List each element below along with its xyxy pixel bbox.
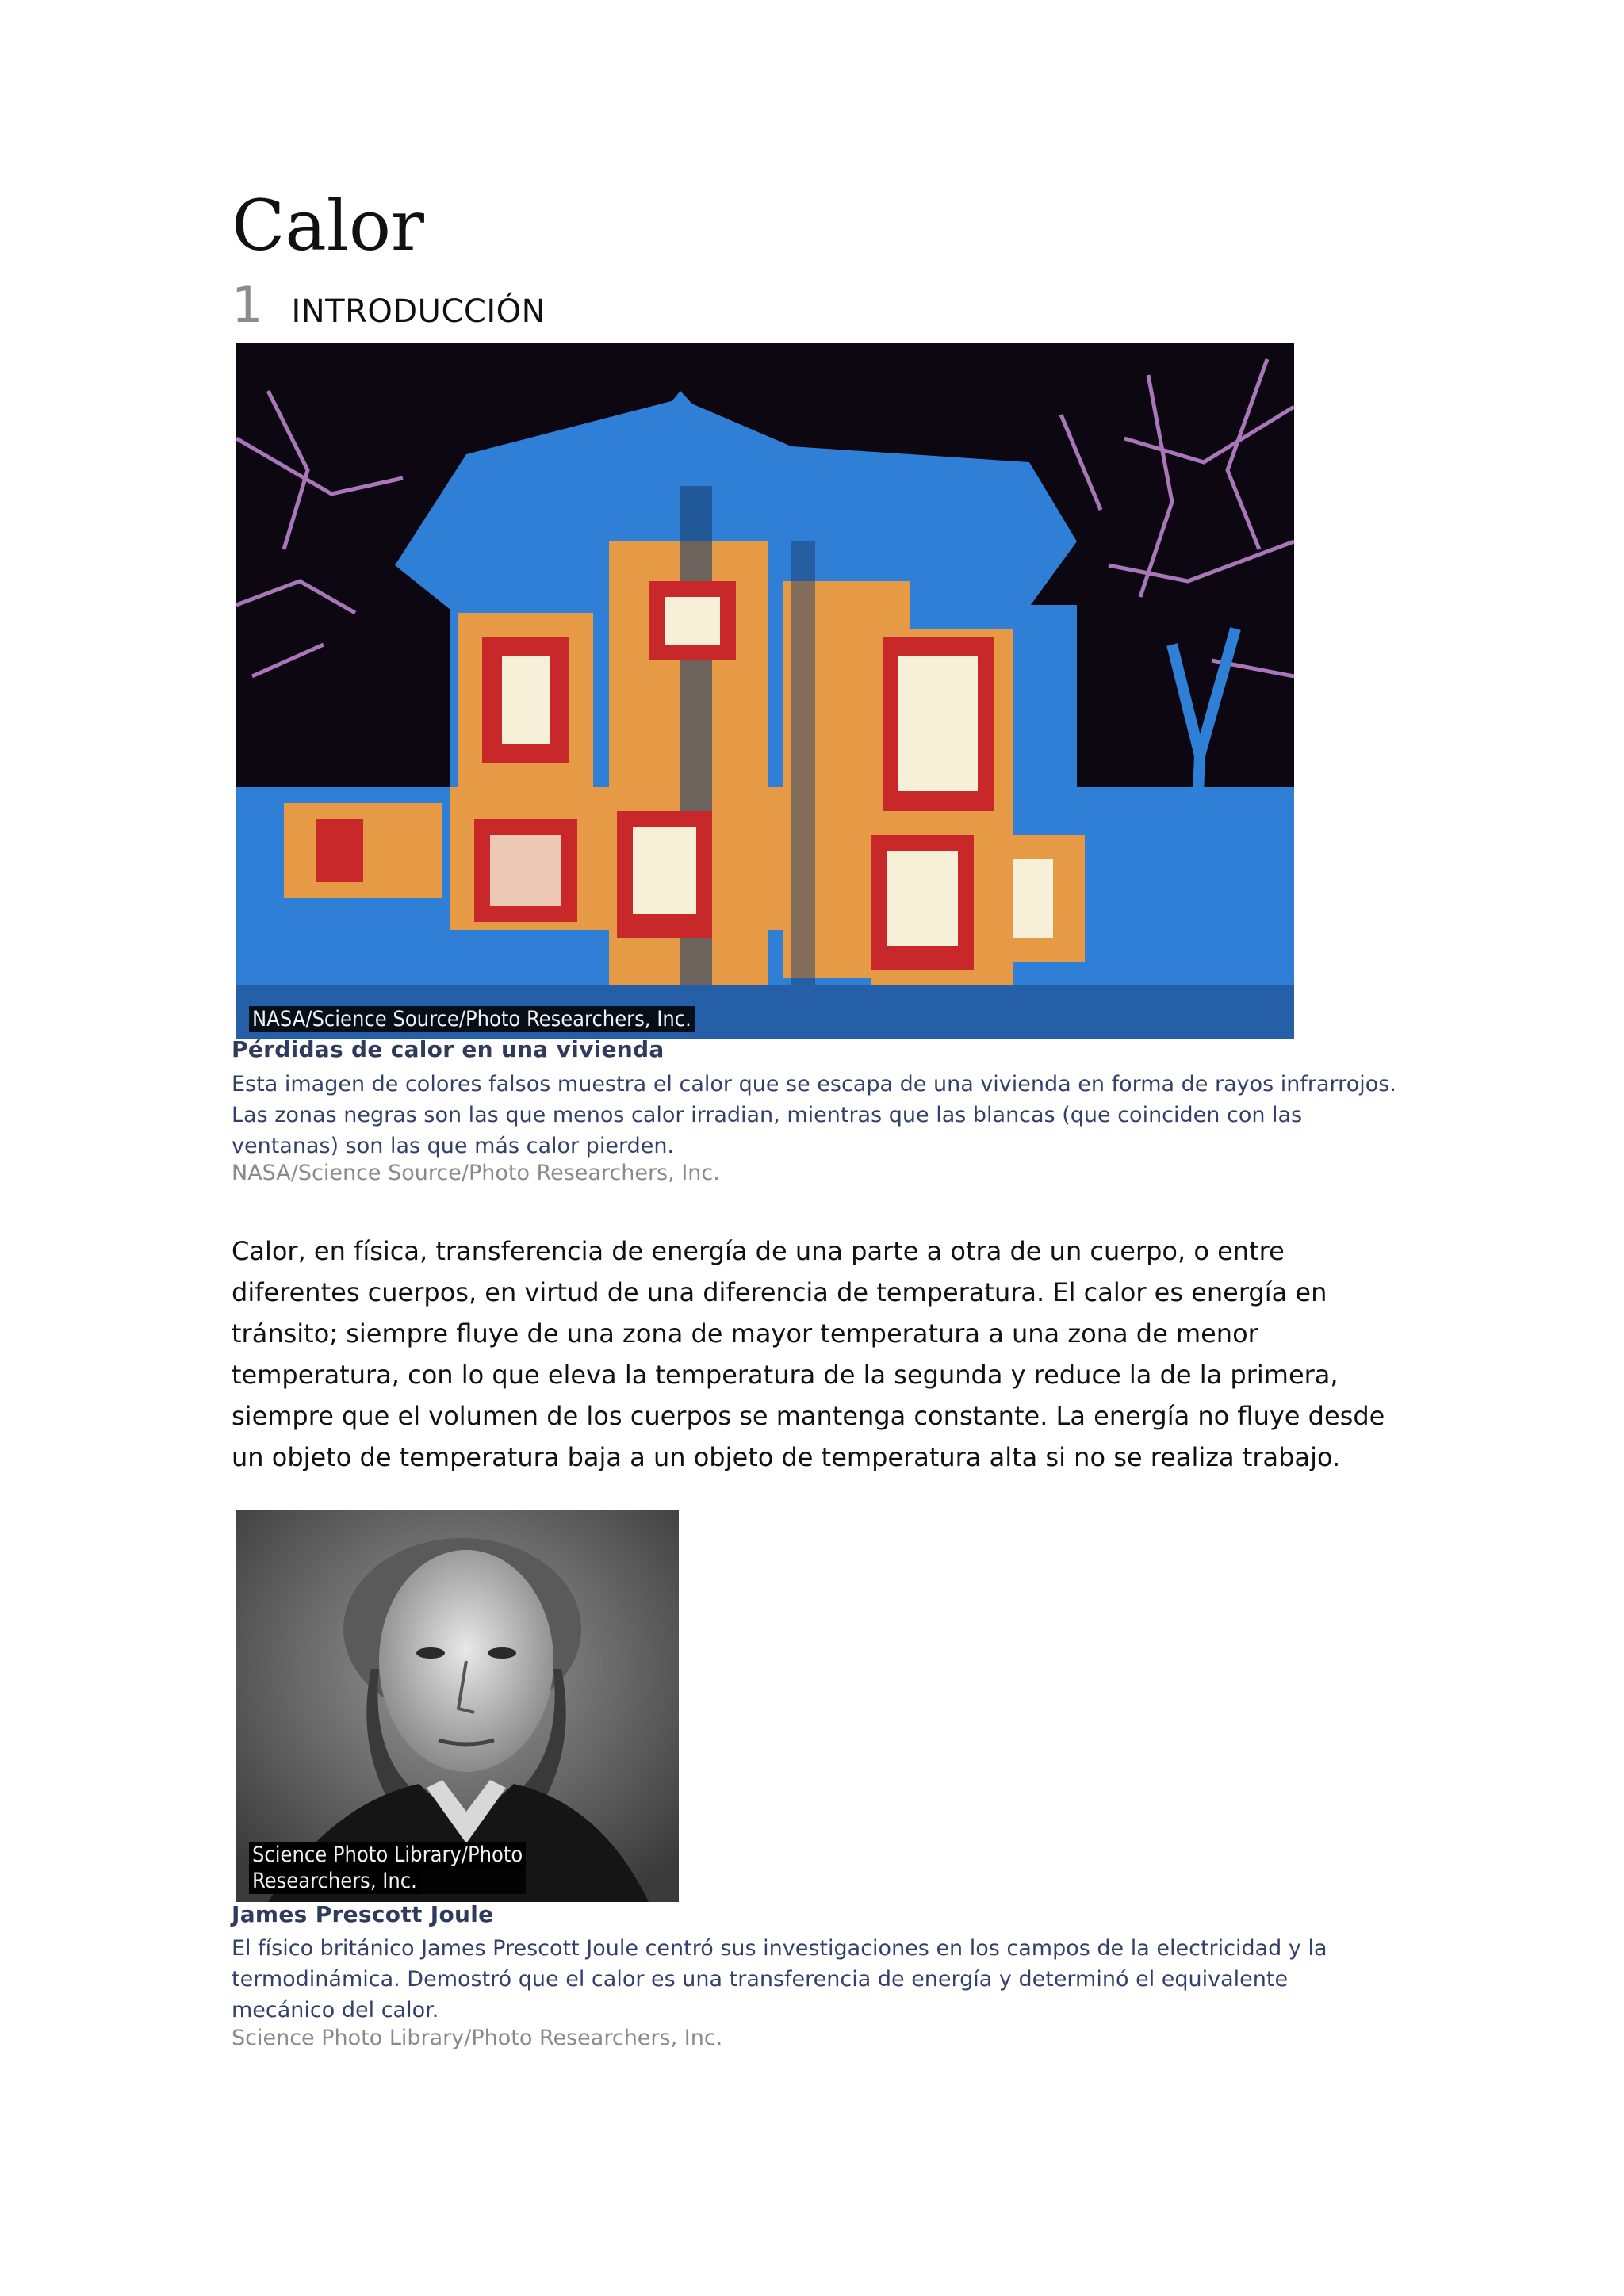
section-title: INTRODUCCIÓN bbox=[291, 293, 546, 330]
portrait-credit-overlay bbox=[249, 1842, 526, 1894]
figure2-caption-text: El físico británico James Prescott Joule centró sus investigaciones en los campos de la electricidad y la termodinámica. Demostró que el calor es una transferencia de energía y determinó el equivalente mecánico del calor. bbox=[232, 1936, 1327, 2022]
portrait-credit-line2: Researchers, Inc. bbox=[249, 1868, 420, 1894]
image-credit-overlay: NASA/Science Source/Photo Researchers, Inc. bbox=[249, 1006, 695, 1032]
section-number: 1 bbox=[232, 276, 263, 334]
thermal-house-image bbox=[236, 343, 1294, 1039]
figure1-caption-title: Pérdidas de calor en una vivienda bbox=[232, 1036, 665, 1062]
section-heading bbox=[232, 277, 546, 333]
intro-paragraph: Calor, en física, transferencia de energía de una parte a otra de un cuerpo, o entre diferentes cuerpos, en virtud de una diferencia de temperatura. El calor es energía en tránsito; siempre fluye de una zona de mayor temperatura a una zona de menor temperatura, con lo que eleva la temperatura de la segunda y reduce la de la primera, siempre que el volumen de los cuerpos se mantenga constante. La energía no fluye desde un objeto de temperatura baja a un objeto de temperatura alta si no se realiza trabajo. bbox=[232, 1236, 1385, 1472]
thermal-house-illustration bbox=[236, 343, 1294, 1039]
figure2-caption-credit: Science Photo Library/Photo Researchers, Inc. bbox=[232, 2026, 723, 2050]
figure2-caption-title: James Prescott Joule bbox=[232, 1901, 494, 1927]
joule-portrait-image bbox=[236, 1510, 679, 1902]
article-title: Calor bbox=[232, 185, 424, 266]
figure1-caption-text: Esta imagen de colores falsos muestra el calor que se escapa de una vivienda en forma de rayos infrarrojos. Las zonas negras son las que menos calor irradian, mientras que las blancas (que coinciden con las ventanas) son las que más calor pierden. bbox=[232, 1072, 1396, 1158]
figure1-caption-credit: NASA/Science Source/Photo Researchers, Inc. bbox=[232, 1161, 720, 1185]
portrait-credit-line1: Science Photo Library/Photo bbox=[249, 1842, 526, 1868]
